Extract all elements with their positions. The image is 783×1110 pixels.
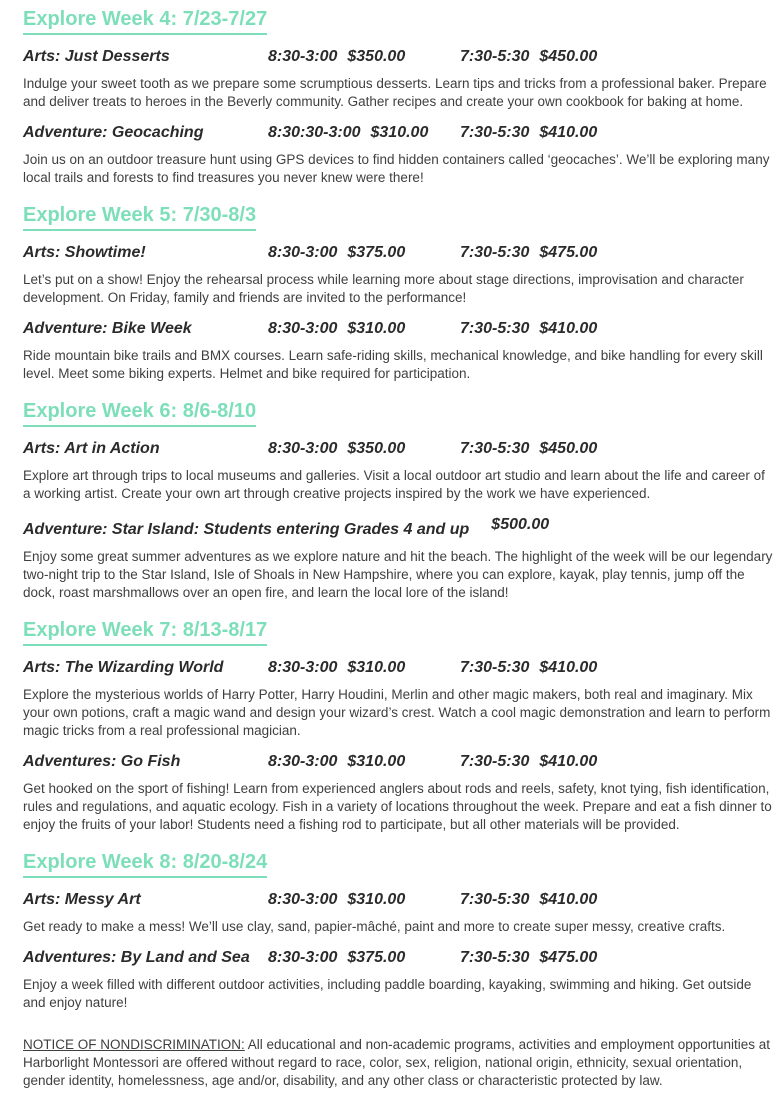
session-price: $475.00: [539, 244, 598, 261]
session-time: 8:30-3:00: [268, 440, 338, 457]
session-time: 7:30-5:30: [460, 320, 530, 337]
program-title: Arts: Messy Art: [23, 891, 141, 908]
session-price: $375.00: [347, 949, 406, 966]
program-row: [23, 319, 777, 338]
program-title: Arts: Art in Action: [23, 440, 160, 457]
session-time-price: [460, 890, 652, 909]
session-time-price: [460, 658, 652, 677]
session-time: 7:30-5:30: [460, 659, 530, 676]
session-price: $475.00: [539, 949, 598, 966]
session-time-price: [460, 948, 652, 967]
program-entry: [23, 752, 777, 834]
program-entry: [23, 948, 777, 1012]
session-time: 8:30-3:00: [268, 244, 338, 261]
week-heading-link[interactable]: Explore Week 7: 8/13-8/17: [23, 619, 267, 646]
program-sessions: [481, 515, 673, 534]
program-description: Enjoy some great summer adventures as we explore nature and hit the beach. The highlight of the week will be our legendary two-night trip to the Star Island, Isle of Shoals in New Hampshire, where you can explore, kayak, play tennis, jump off the dock, roast marshmallows over an open fire, and learn the local lore of the island!: [23, 549, 773, 600]
program-title: Adventures: By Land and Sea: [23, 949, 250, 966]
program-sessions: [268, 890, 652, 909]
weeks-container: [23, 8, 777, 1012]
document: [23, 8, 777, 1090]
week-section: [23, 619, 777, 834]
session-price: $350.00: [347, 440, 406, 457]
notice-text: All educational and non-academic programs, activities and employment opportunities at Harborlight Montessori are offered without regard to race, color, sex, religion, national origin, ethnicity, sexual orientation, gender identity, homelessness, age and/or, disability, and any other class or characteristic protected by law.: [23, 1037, 771, 1088]
session-time: 8:30-3:00: [268, 48, 338, 65]
program-row: [23, 515, 777, 539]
week-section: [23, 8, 777, 187]
session-time-price: [460, 243, 652, 262]
session-time-price: [460, 439, 652, 458]
program-title: Adventure: Bike Week: [23, 320, 192, 337]
week-heading-link[interactable]: Explore Week 4: 7/23-7/27: [23, 8, 267, 35]
program-entry: [23, 47, 777, 111]
program-row: [23, 243, 777, 262]
week-heading-link[interactable]: Explore Week 8: 8/20-8/24: [23, 851, 267, 878]
program-row: [23, 948, 777, 967]
program-entry: [23, 515, 777, 602]
session-time: 7:30-5:30: [460, 949, 530, 966]
program-sessions: [268, 47, 652, 66]
week-heading: [23, 619, 777, 646]
program-entry: [23, 319, 777, 383]
program-entry: [23, 439, 777, 503]
program-description: Join us on an outdoor treasure hunt using GPS devices to find hidden containers called ‘geocaches’. We’ll be exploring many local trails and forests to find treasures you never knew were there!: [23, 152, 770, 185]
session-time: 7:30-5:30: [460, 244, 530, 261]
session-price: $310.00: [347, 320, 406, 337]
program-description: Ride mountain bike trails and BMX courses. Learn safe-riding skills, mechanical knowledge, and bike handling for every skill level. Meet some biking experts. Helmet and bike required for participation.: [23, 348, 763, 381]
program-list: [23, 439, 777, 602]
program-list: [23, 243, 777, 383]
program-sessions: [268, 319, 652, 338]
week-section: [23, 851, 777, 1012]
session-time: 7:30-5:30: [460, 124, 530, 141]
program-description: Indulge your sweet tooth as we prepare some scrumptious desserts. Learn tips and tricks from a professional baker. Prepare and deliver treats to heroes in the Beverly community. Gather recipes and create your own cookbook for baking at home.: [23, 76, 767, 109]
program-row: [23, 123, 777, 142]
session-time-price: [460, 752, 652, 771]
session-time-price: [268, 319, 460, 338]
week-heading: [23, 204, 777, 231]
program-sessions: [268, 948, 652, 967]
session-time-price: [460, 47, 652, 66]
program-sessions: [268, 243, 652, 262]
session-time-price: [268, 123, 460, 142]
session-price: $310.00: [347, 891, 406, 908]
session-price: $410.00: [539, 891, 598, 908]
week-heading: [23, 851, 777, 878]
session-time-price: [268, 948, 460, 967]
program-title: Arts: The Wizarding World: [23, 659, 224, 676]
program-row: [23, 890, 777, 909]
program-entry: [23, 243, 777, 307]
session-time-price: [268, 243, 460, 262]
program-row: [23, 439, 777, 458]
week-heading: [23, 400, 777, 427]
program-description: Enjoy a week filled with different outdoor activities, including paddle boarding, kayaking, swimming and hiking. Get outside and enjoy nature!: [23, 977, 752, 1010]
program-entry: [23, 658, 777, 740]
week-heading-link[interactable]: Explore Week 5: 7/30-8/3: [23, 204, 256, 231]
program-list: [23, 658, 777, 834]
session-time-price: [268, 439, 460, 458]
session-time-price: [481, 515, 673, 534]
session-time-price: [268, 658, 460, 677]
program-title: Adventure: Geocaching: [23, 124, 204, 141]
session-price: $410.00: [539, 659, 598, 676]
session-time-price: [268, 890, 460, 909]
program-description: Explore the mysterious worlds of Harry Potter, Harry Houdini, Merlin and other magic makers, both real and imaginary. Mix your own potions, craft a magic wand and design your wizard’s crest. Watch a cool magic demonstration and learn to perform magic tricks from a real professional magician.: [23, 687, 771, 738]
session-time: 8:30-3:00: [268, 320, 338, 337]
session-time: 7:30-5:30: [460, 753, 530, 770]
program-sessions: [268, 752, 652, 771]
program-description: Get hooked on the sport of fishing! Learn from experienced anglers about rods and reels, safety, knot tying, fish identification, rules and regulations, and aquatic ecology. Fish in a variety of locations throughout the week. Prepare and eat a fish dinner to enjoy the fruits of your labor! Students need a fishing rod to participate, but all other materials will be provided.: [23, 781, 772, 832]
program-title: Arts: Just Desserts: [23, 48, 170, 65]
program-row: [23, 752, 777, 771]
program-entry: [23, 123, 777, 187]
session-price: $410.00: [539, 320, 598, 337]
program-row: [23, 658, 777, 677]
program-row: [23, 47, 777, 66]
nondiscrimination-notice: [23, 1036, 773, 1090]
session-price: $375.00: [347, 244, 406, 261]
program-list: [23, 890, 777, 1012]
program-description: Get ready to make a mess! We’ll use clay, sand, papier-mâché, paint and more to create super messy, creative crafts.: [23, 919, 726, 934]
program-title: Adventure: Star Island: Students entering Grades 4 and up: [23, 521, 470, 538]
session-time: 7:30-5:30: [460, 440, 530, 457]
session-time: 8:30-3:00: [268, 659, 338, 676]
session-time: 7:30-5:30: [460, 48, 530, 65]
session-time-price: [460, 123, 652, 142]
week-section: [23, 204, 777, 383]
session-price: $450.00: [539, 440, 598, 457]
session-price: $310.00: [347, 659, 406, 676]
session-time: 8:30-3:00: [268, 949, 338, 966]
program-description: Explore art through trips to local museums and galleries. Visit a local outdoor art studio and learn about the life and career of a working artist. Create your own art through creative projects inspired by the work we have experienced.: [23, 468, 765, 501]
session-price: $350.00: [347, 48, 406, 65]
week-section: [23, 400, 777, 602]
session-time: 8:30:30-3:00: [268, 124, 361, 141]
notice-label: NOTICE OF NONDISCRIMINATION:: [23, 1037, 245, 1052]
program-sessions: [268, 658, 652, 677]
session-time: 8:30-3:00: [268, 753, 338, 770]
session-time: 7:30-5:30: [460, 891, 530, 908]
program-entry: [23, 890, 777, 936]
session-time: 8:30-3:00: [268, 891, 338, 908]
session-price: $310.00: [347, 753, 406, 770]
session-price: $500.00: [491, 516, 550, 533]
session-price: $410.00: [539, 124, 598, 141]
program-title: Adventures: Go Fish: [23, 753, 181, 770]
session-price: $310.00: [370, 124, 429, 141]
program-sessions: [268, 123, 652, 142]
session-price: $450.00: [539, 48, 598, 65]
program-description: Let’s put on a show! Enjoy the rehearsal process while learning more about stage directions, improvisation and character development. On Friday, family and friends are invited to the performance!: [23, 272, 744, 305]
session-time-price: [460, 319, 652, 338]
session-time-price: [268, 47, 460, 66]
week-heading: [23, 8, 777, 35]
week-heading-link[interactable]: Explore Week 6: 8/6-8/10: [23, 400, 256, 427]
program-list: [23, 47, 777, 187]
session-price: $410.00: [539, 753, 598, 770]
program-title: Arts: Showtime!: [23, 244, 146, 261]
program-sessions: [268, 439, 652, 458]
session-time-price: [268, 752, 460, 771]
